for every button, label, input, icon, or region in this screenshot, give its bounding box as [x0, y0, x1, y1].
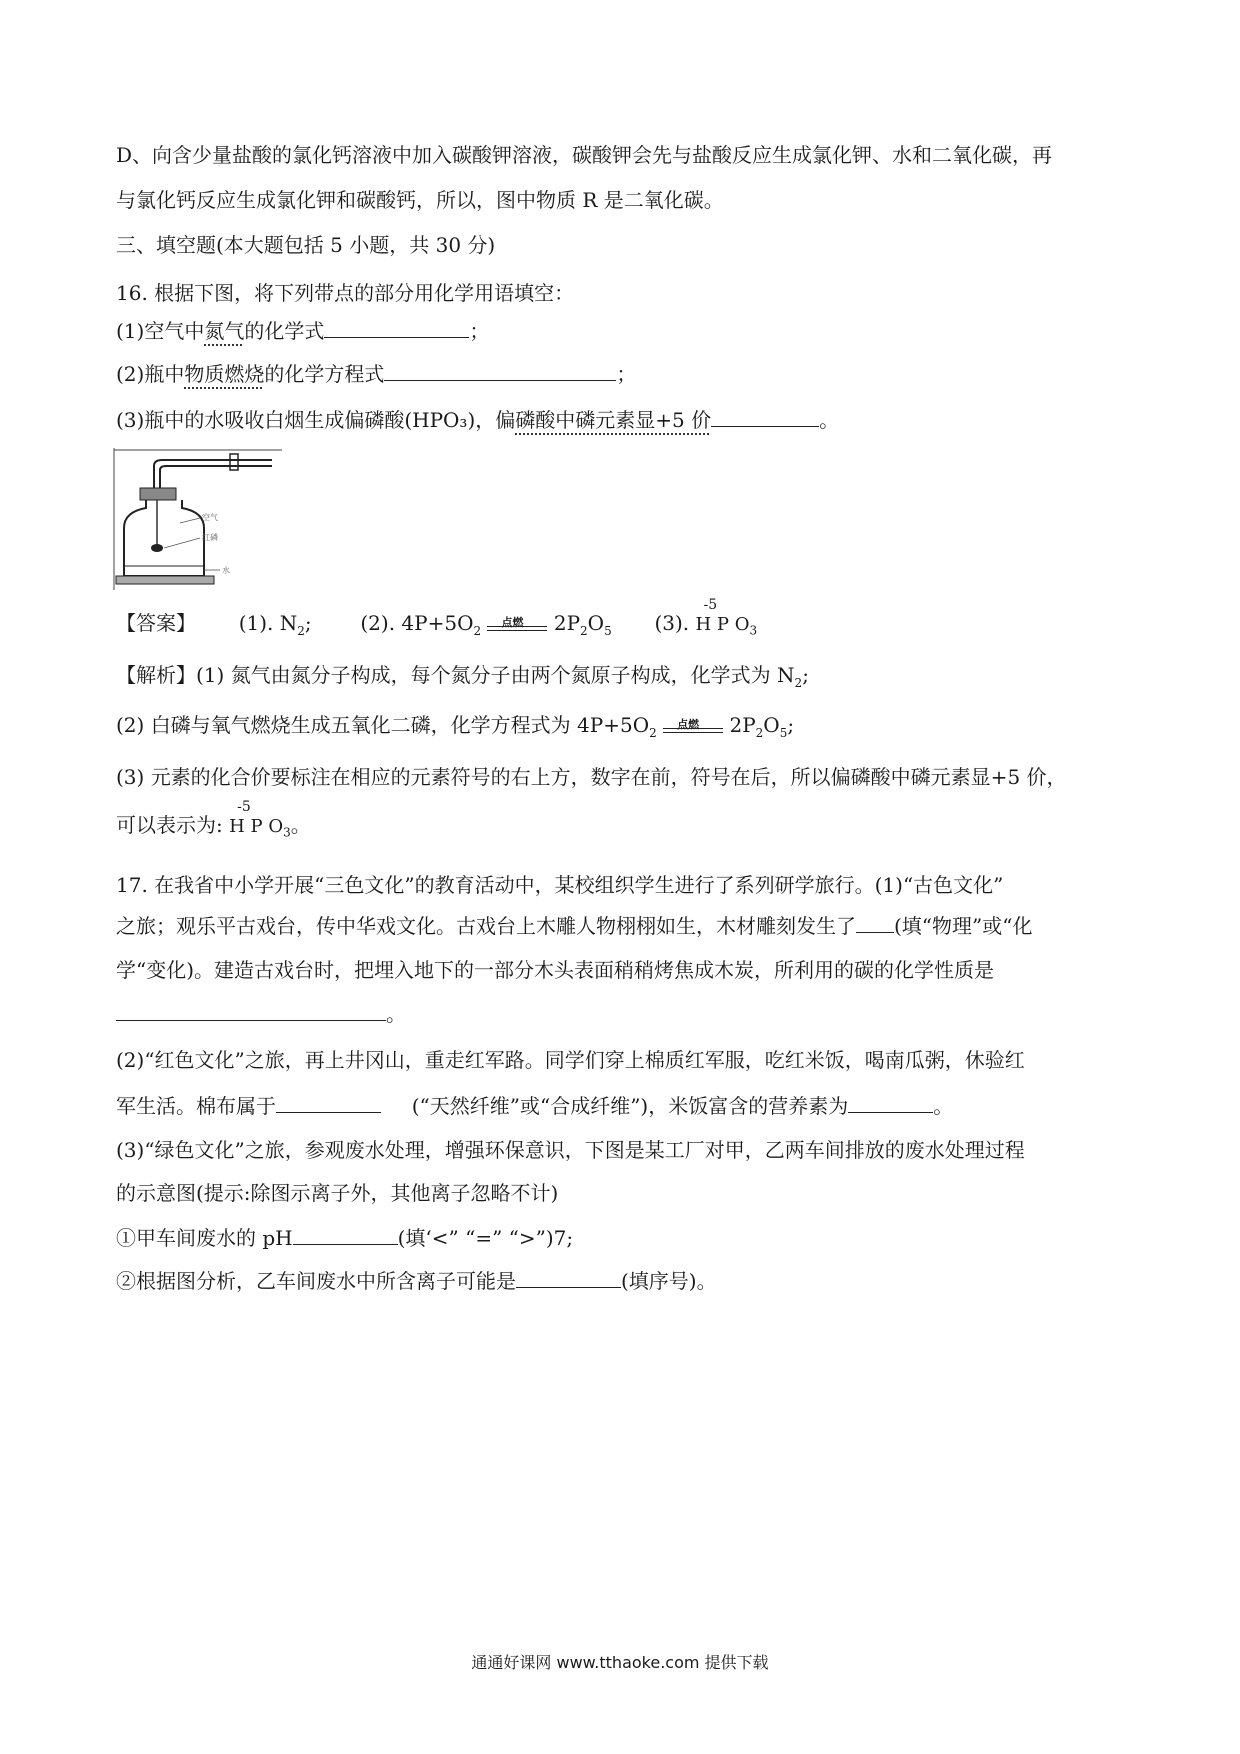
dotted-term: 磷酸中磷元素显+5 价	[515, 408, 712, 432]
q17-sub1: ①甲车间废水的 pH (填‘<” “=” “>”)7;	[116, 1222, 573, 1253]
valence-notation: -5 H P $O_3$	[229, 799, 291, 840]
page-footer: 通通好课网 www.tthaoke.com 提供下载	[471, 1653, 769, 1672]
reaction-condition: 点燃	[663, 712, 723, 742]
answer-label: 【答案】	[116, 611, 196, 635]
q16-answer: 【答案】 (1). $N_2$; (2). $4P+5O_2$ 点燃 $2P_2O_5$ (3). -5 H P $O_3$	[116, 608, 757, 646]
q17-p2-line1: (2)“红色文化”之旅，再上井冈山，重走红军路。同学们穿上棉质红军服，吃红米饭，喝南瓜粥，休验红	[116, 1048, 1025, 1072]
q16-analysis2: (2) 白磷与氧气燃烧生成五氧化二磷，化学方程式为 $4P+5O_2$ 点燃 $2P_2O_5$;	[116, 713, 795, 740]
q16-stem: 16. 根据下图，将下列带点的部分用化学用语填空：	[116, 281, 575, 305]
q16-analysis1: 【解析】(1) 氮气由氮分子构成，每个氮分子由两个氮原子构成，化学式为 $N_2$;	[116, 663, 809, 690]
q17-p2-line2: 军生活。棉布属于 (“天然纤维”或“合成纤维”)，米饭富含的营养素为 。	[116, 1090, 953, 1121]
q17-p3-line2: 的示意图(提示:除图示离子外，其他离子忽略不计)	[116, 1181, 559, 1205]
q17-p3-line1: (3)“绿色文化”之旅，参观废水处理，增强环保意识，下图是某工厂对甲，乙两车间排放的废水处理过程	[116, 1138, 1025, 1162]
answer-blank	[293, 1222, 398, 1245]
option-d-line2: 与氯化钙反应生成氯化钾和碳酸钙，所以，图中物质 R 是二氧化碳。	[116, 188, 724, 212]
answer-blank	[711, 404, 819, 427]
figure-label-water: 水	[222, 566, 230, 575]
dotted-term: 氮气	[204, 319, 245, 343]
q17-line2: 之旅；观乐平古戏台，传中华戏文化。古戏台上木雕人物栩栩如生，木材雕刻发生了 (填“物理”或“化	[116, 910, 1032, 941]
answer-blank	[324, 315, 469, 338]
section-title: 三、填空题(本大题包括 5 小题，共 30 分)	[116, 233, 496, 257]
apparatus-figure	[112, 448, 287, 590]
figure-label-air: 空气	[202, 513, 218, 522]
dotted-term: 物质燃烧	[184, 362, 265, 386]
q17-line3: 学“变化)。建造古戏台时，把埋入地下的一部分木头表面稍稍烤焦成木炭，所利用的碳的化学性质是	[116, 958, 995, 982]
answer-blank	[384, 358, 616, 381]
q16-part3: (3)瓶中的水吸收白烟生成偏磷酸(HPO₃)，偏磷酸中磷元素显+5 价 。	[116, 404, 839, 435]
q17-sub2: ②根据图分析，乙车间废水中所含离子可能是 (填序号)。	[116, 1265, 717, 1296]
answer-blank	[116, 998, 386, 1021]
q16-part1: (1)空气中氮气的化学式 ；	[116, 315, 489, 346]
reaction-condition: 点燃	[487, 610, 547, 640]
q16-part2: (2)瓶中物质燃烧的化学方程式 ；	[116, 358, 636, 389]
analysis-label: 【解析】	[116, 663, 196, 687]
valence-notation: -5 H P $O_3$	[695, 597, 758, 638]
q16-analysis3b: 可以表示为: -5 H P $O_3$。	[116, 810, 311, 848]
q17-line1: 17. 在我省中小学开展“三色文化”的教育活动中，某校组织学生进行了系列研学旅行。(1)“古色文化”	[116, 873, 1004, 897]
q16-analysis3: (3) 元素的化合价要标注在相应的元素符号的右上方，数字在前，符号在后，所以偏磷酸中磷元素显+5 价，	[116, 765, 1067, 789]
figure-label-phosphorus: 红磷	[202, 533, 218, 542]
option-d-line1: D、向含少量盐酸的氯化钙溶液中加入碳酸钾溶液，碳酸钾会先与盐酸反应生成氯化钾、水和二氧化碳，再	[116, 143, 1053, 167]
answer-blank	[276, 1090, 381, 1113]
answer-blank	[856, 910, 894, 933]
q17-line4: 。	[116, 998, 406, 1029]
answer-blank	[848, 1090, 933, 1113]
answer-blank	[516, 1265, 621, 1288]
